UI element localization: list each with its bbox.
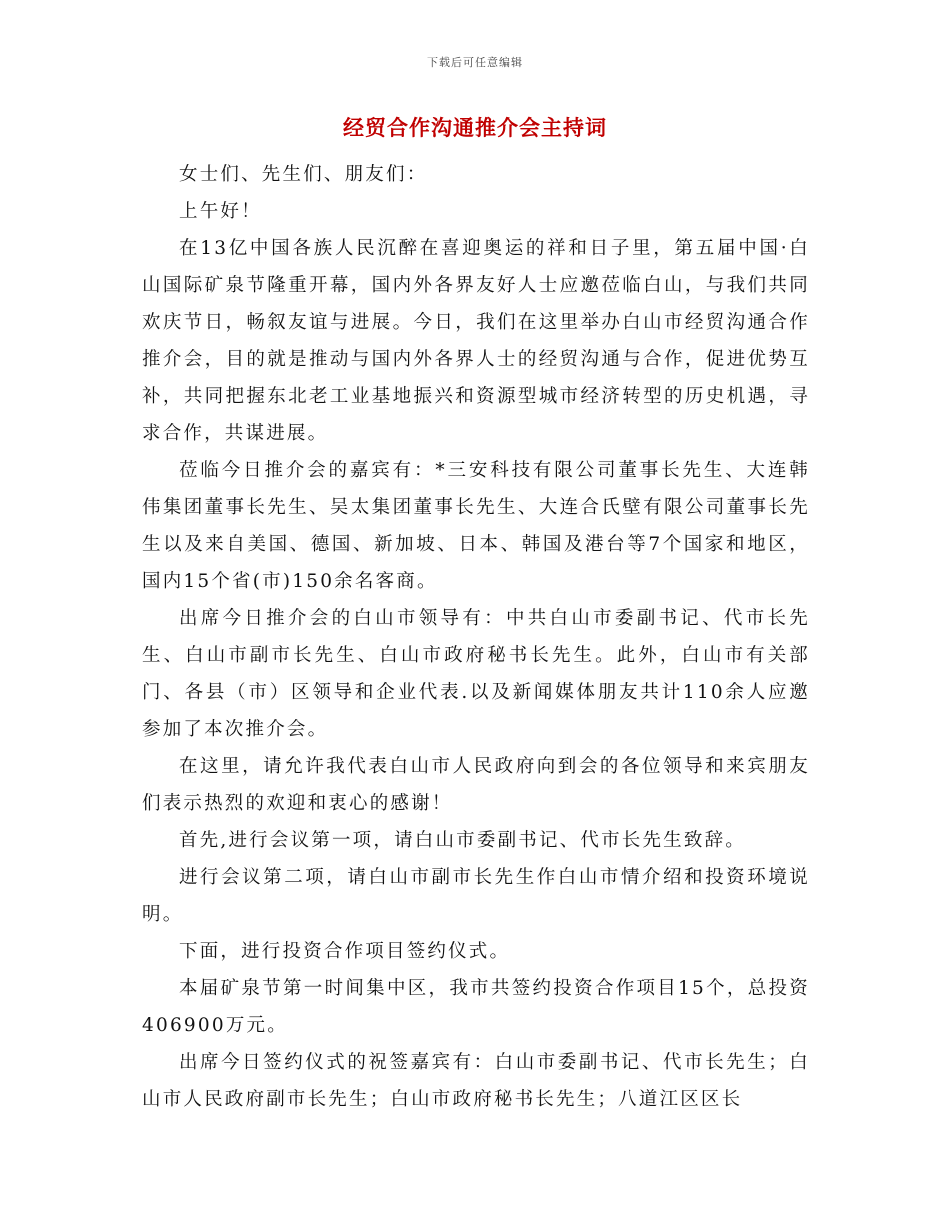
paragraph-guests: 莅临今日推介会的嘉宾有：*三安科技有限公司董事长先生、大连韩伟集团董事长先生、吴太集团董事长先生、大连合氏壁有限公司董事长先生以及来自美国、德国、新加坡、日本、韩国及港台等7个国家和地区，国内15个省(市)150余名客商。 — [142, 460, 810, 592]
paragraph-signing-guests: 出席今日签约仪式的祝签嘉宾有：白山市委副书记、代市长先生；白山市人民政府副市长先生；白山市政府秘书长先生；八道江区区长 — [142, 1052, 810, 1110]
paragraph-item-one: 首先,进行会议第一项，请白山市委副书记、代市长先生致辞。 — [179, 830, 746, 851]
paragraph-leaders: 出席今日推介会的白山市领导有：中共白山市委副书记、代市长先生、白山市副市长先生、白山市政府秘书长先生。此外，白山市有关部门、各县（市）区领导和企业代表.以及新闻媒体朋友共计110余人应邀参加了本次推介会。 — [142, 608, 810, 740]
header-note: 下载后可任意编辑 — [427, 56, 523, 69]
paragraph-welcome: 在这里，请允许我代表白山市人民政府向到会的各位领导和来宾朋友们表示热烈的欢迎和衷心的感谢！ — [142, 756, 810, 814]
paragraph-projects: 本届矿泉节第一时间集中区，我市共签约投资合作项目15个，总投资406900万元。 — [142, 978, 810, 1036]
paragraph-opening: 在13亿中国各族人民沉醉在喜迎奥运的祥和日子里，第五届中国·白山国际矿泉节隆重开幕，国内外各界友好人士应邀莅临白山，与我们共同欢庆节日，畅叙友谊与进展。今日，我们在这里举办白山市经贸沟通合作推介会，目的就是推动与国内外各界人士的经贸沟通与合作，促进优势互补，共同把握东北老工业基地振兴和资源型城市经济转型的历史机遇，寻求合作，共谋进展。 — [142, 238, 810, 444]
paragraph-signing: 下面，进行投资合作项目签约仪式。 — [179, 941, 511, 962]
document-title: 经贸合作沟通推介会主持词 — [343, 115, 607, 140]
paragraph-greeting: 上午好！ — [179, 201, 262, 222]
paragraph-salutation: 女士们、先生们、朋友们： — [179, 164, 428, 185]
document-body — [142, 156, 810, 1118]
paragraph-item-two: 进行会议第二项，请白山市副市长先生作白山市情介绍和投资环境说明。 — [142, 867, 810, 925]
